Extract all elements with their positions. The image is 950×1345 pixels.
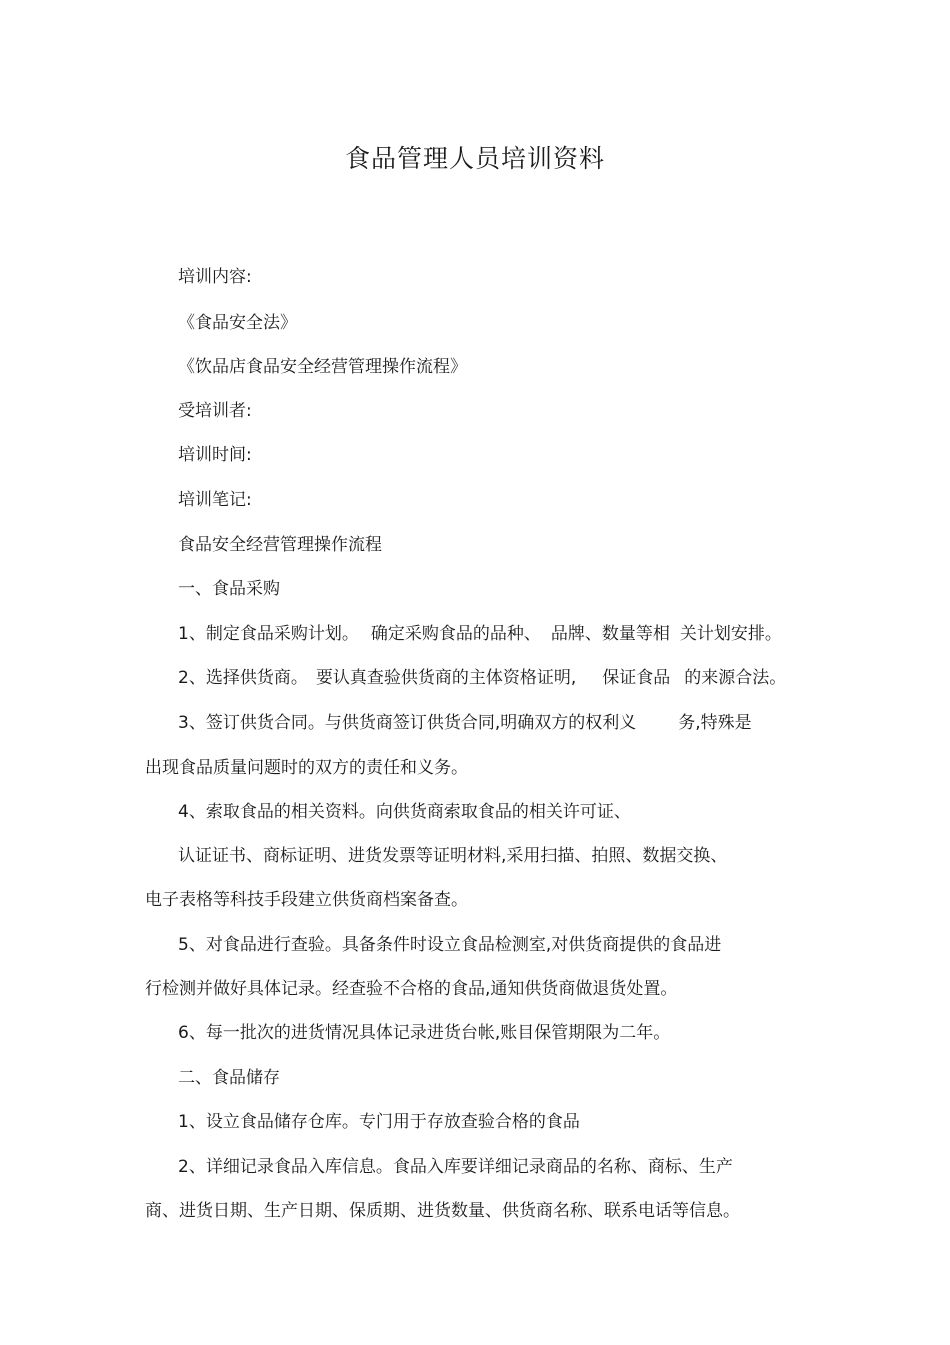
document-title: 食品管理人员培训资料 [344, 144, 605, 173]
section-1-item-2 [178, 666, 786, 690]
training-content-label: 培训内容: [178, 267, 252, 287]
item-1-part-b: 确定采购食品的品种、 [370, 624, 541, 644]
section-1-item-3-line-1 [178, 711, 752, 735]
process-title: 食品安全经营管理操作流程 [178, 535, 382, 555]
section-1-item-1 [178, 622, 782, 646]
section-2-item-2-line-1: 2、详细记录食品入库信息。食品入库要详细记录商品的名称、商标、生产 [178, 1157, 733, 1177]
section-1-item-5-line-1: 5、对食品进行查验。具备条件时设立食品检测室,对供货商提供的食品进 [178, 935, 722, 955]
item-1-part-c: 品牌、数量等相 [550, 624, 670, 644]
section-2-item-2-line-2: 商、进货日期、生产日期、保质期、进货数量、供货商名称、联系电话等信息。 [145, 1201, 740, 1221]
section-1-item-4-line-3: 电子表格等科技手段建立供货商档案备查。 [145, 890, 468, 910]
section-1-item-3-line-2: 出现食品质量问题时的双方的责任和义务。 [145, 758, 468, 778]
section-1-item-5-line-2: 行检测并做好具体记录。经查验不合格的食品,通知供货商做退货处置。 [145, 979, 678, 999]
item-1-part-a: 1、制定食品采购计划。 [178, 624, 359, 644]
item-2-part-b: 要认真查验供货商的主体资格证明, [315, 668, 577, 688]
trainee-label: 受培训者: [178, 401, 252, 421]
section-2-item-1: 1、设立食品储存仓库。专门用于存放查验合格的食品 [178, 1112, 580, 1132]
law-reference-operation-process: 《饮品店食品安全经营管理操作流程》 [178, 357, 467, 377]
training-notes-label: 培训笔记: [178, 490, 252, 510]
item-3-part-a: 3、签订供货合同。与供货商签订供货合同,明确双方的权利义 [178, 713, 637, 733]
item-2-part-a: 2、选择供货商。 [178, 668, 308, 688]
item-2-part-c: 保证食品 [602, 668, 671, 688]
section-1-heading: 一、食品采购 [178, 579, 280, 599]
section-2-heading: 二、食品储存 [178, 1068, 280, 1088]
section-1-item-4-line-1: 4、索取食品的相关资料。向供货商索取食品的相关许可证、 [178, 802, 631, 822]
item-1-part-d: 关计划安排。 [679, 624, 782, 644]
item-2-part-d: 的来源合法。 [684, 668, 787, 688]
law-reference-food-safety: 《食品安全法》 [178, 313, 297, 333]
section-1-item-4-line-2: 认证证书、商标证明、进货发票等证明材料,采用扫描、拍照、数据交换、 [178, 846, 728, 866]
section-1-item-6: 6、每一批次的进货情况具体记录进货台帐,账目保管期限为二年。 [178, 1023, 671, 1043]
training-time-label: 培训时间: [178, 445, 252, 465]
item-3-part-b: 务,特殊是 [678, 713, 752, 733]
